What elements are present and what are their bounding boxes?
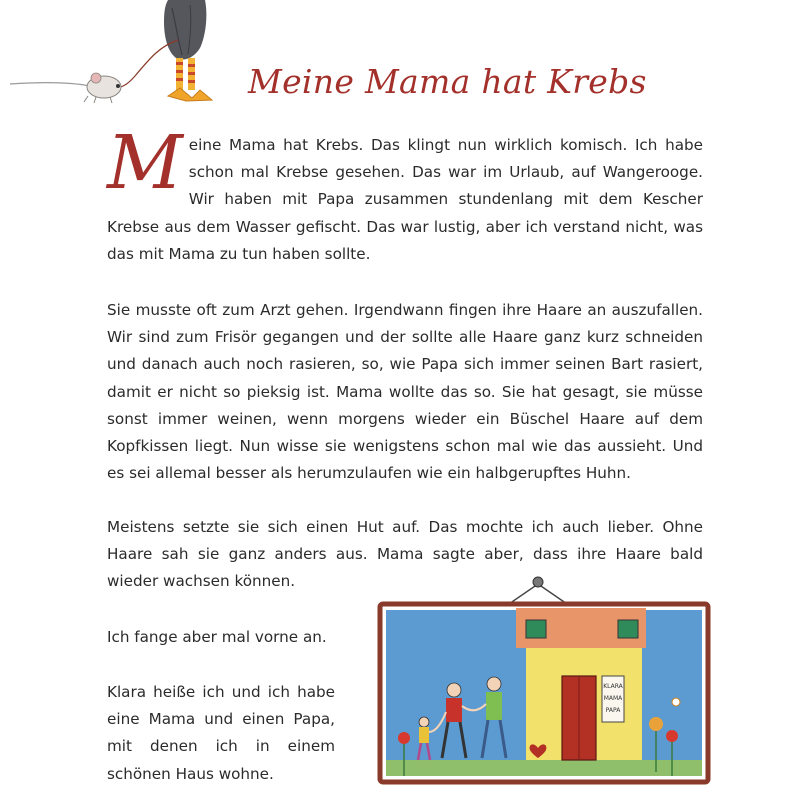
bird-mouse-illustration <box>0 0 245 110</box>
door-sign-line-3: PAPA <box>605 707 621 714</box>
drop-cap: M <box>107 120 183 206</box>
paragraph-2: Sie musste oft zum Arzt gehen. Irgendwann fingen ihre Haare an auszufallen. Wir sind zum Frisör gegangen und der sollte alle Haare ganz kurz schneiden und danach auch noch rasieren, so, wie Papa sich immer seinen Bart rasiert, damit er nicht so pieksig ist. Mama wollte das so. Sie hat gesagt, sie müsse sonst immer weinen, wenn morgens wieder ein Büschel Haare auf dem Kopfkissen liegt. Nun wisse sie wenigstens schon mal wie das aussieht. Und es sei allemal besser als herumzulaufen wie ein halbgerupftes Huhn. <box>107 301 703 483</box>
paragraph-4: Ich fange aber mal vorne an. <box>107 628 327 646</box>
door-sign-line-2: MAMA <box>603 695 623 702</box>
door-sign-line-1: KLARA <box>603 683 623 690</box>
chapter-title: Meine Mama hat Krebs <box>248 62 647 101</box>
paragraph-5: Klara heiße ich und ich habe eine Mama und einen Papa, mit denen ich in einem schönen Haus wohne. <box>107 683 335 783</box>
paragraph-1 <box>107 120 703 268</box>
paragraph-3: Meistens setzte sie sich einen Hut auf. Das mochte ich auch lieber. Ohne Haare sah sie ganz anders aus. Mama sagte aber, dass ihre Haare bald wieder wachsen können. <box>107 518 703 591</box>
family-house-illustration <box>366 572 714 800</box>
paragraph-1-text: eine Mama hat Krebs. Das klingt nun wirklich komisch. Ich habe schon mal Krebse gesehen. Das war im Urlaub, auf Wangerooge. Wir haben mit Papa zusammen stundenlang mit dem Kescher Krebse aus dem Wasser gefischt. Das war lustig, aber ich verstand nicht, was das mit Mama zu tun haben sollte. <box>107 136 703 263</box>
